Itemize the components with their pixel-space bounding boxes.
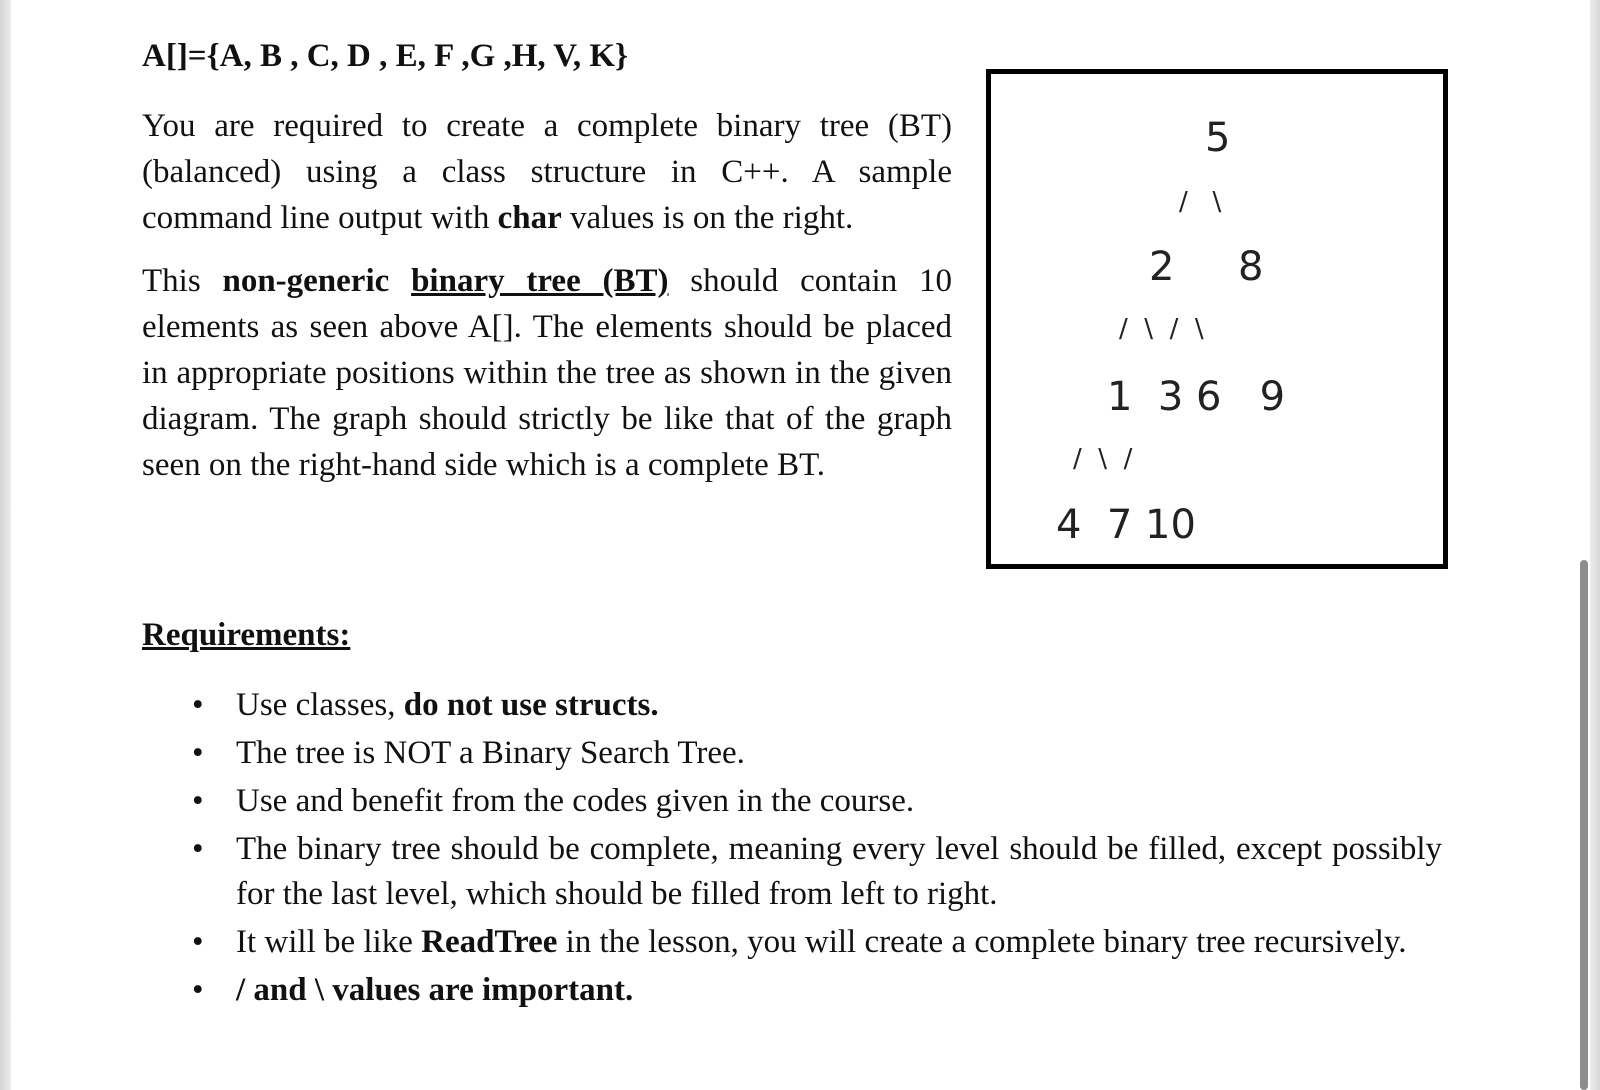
page-edge-left bbox=[0, 0, 11, 1090]
req5-bold: ReadTree bbox=[421, 924, 558, 960]
intro-p1-bold: char bbox=[497, 200, 562, 236]
intro-p2-space bbox=[389, 263, 411, 299]
requirement-item-5 bbox=[192, 920, 1442, 965]
intro-p1-text: You are required to create a complete binary tree (BT) (balanced) using a class structure in C++. A sample command line output with bbox=[142, 108, 952, 236]
req2-text: The tree is NOT a Binary Search Tree. bbox=[236, 735, 745, 771]
intro-p2-start: This bbox=[142, 263, 223, 299]
req4-text: The binary tree should be complete, meaning every level should be filled, except possibly for the last level, which should be filled from left to right. bbox=[236, 831, 1442, 912]
req5-post: in the lesson, you will create a complete binary tree recursively. bbox=[557, 924, 1407, 960]
req1-text: Use classes, bbox=[236, 687, 404, 723]
intro-p1-tail: values is on the right. bbox=[561, 200, 854, 236]
tree-edges-1: / \ bbox=[1179, 187, 1222, 217]
page-edge-right bbox=[1590, 0, 1600, 1090]
intro-p2-rest: should contain 10 elements as seen above A[]. The elements should be placed in appropriate positions within the tree as shown in the given diagram. The graph should strictly be like that of the graph seen on the right-hand side which is a complete BT. bbox=[142, 263, 953, 483]
tree-level-3: 1 3 6 9 bbox=[1107, 374, 1286, 420]
requirements-heading: Requirements: bbox=[142, 617, 351, 653]
intro-paragraph-1 bbox=[142, 103, 952, 241]
intro-p2-underlined: binary tree (BT) bbox=[411, 263, 669, 299]
array-definition: A[]={A, B , C, D , E, F ,G ,H, V, K} bbox=[142, 38, 629, 74]
requirements-list bbox=[192, 683, 1442, 1016]
tree-edges-2: / \ / \ bbox=[1119, 314, 1204, 344]
intro-paragraph-2 bbox=[142, 258, 952, 488]
requirement-item-2 bbox=[192, 731, 1442, 776]
tree-level-2: 2 8 bbox=[1149, 244, 1264, 290]
req5-pre: It will be like bbox=[236, 924, 422, 960]
req1-bold: do not use structs. bbox=[403, 687, 659, 723]
tree-level-1: 5 bbox=[1205, 115, 1231, 161]
tree-level-4: 4 7 10 bbox=[1056, 502, 1196, 548]
intro-p2-bold: non-generic bbox=[222, 263, 390, 299]
tree-edges-3: / \ / bbox=[1073, 444, 1133, 474]
scrollbar-thumb[interactable] bbox=[1580, 560, 1588, 1090]
requirement-item-3 bbox=[192, 779, 1442, 824]
requirement-item-6 bbox=[192, 968, 1442, 1013]
tree-diagram-box bbox=[986, 69, 1448, 569]
requirement-item-4 bbox=[192, 827, 1442, 917]
req3-text: Use and benefit from the codes given in the course. bbox=[236, 783, 915, 819]
req6-bold: / and \ values are important. bbox=[236, 972, 634, 1008]
requirement-item-1 bbox=[192, 683, 1442, 728]
